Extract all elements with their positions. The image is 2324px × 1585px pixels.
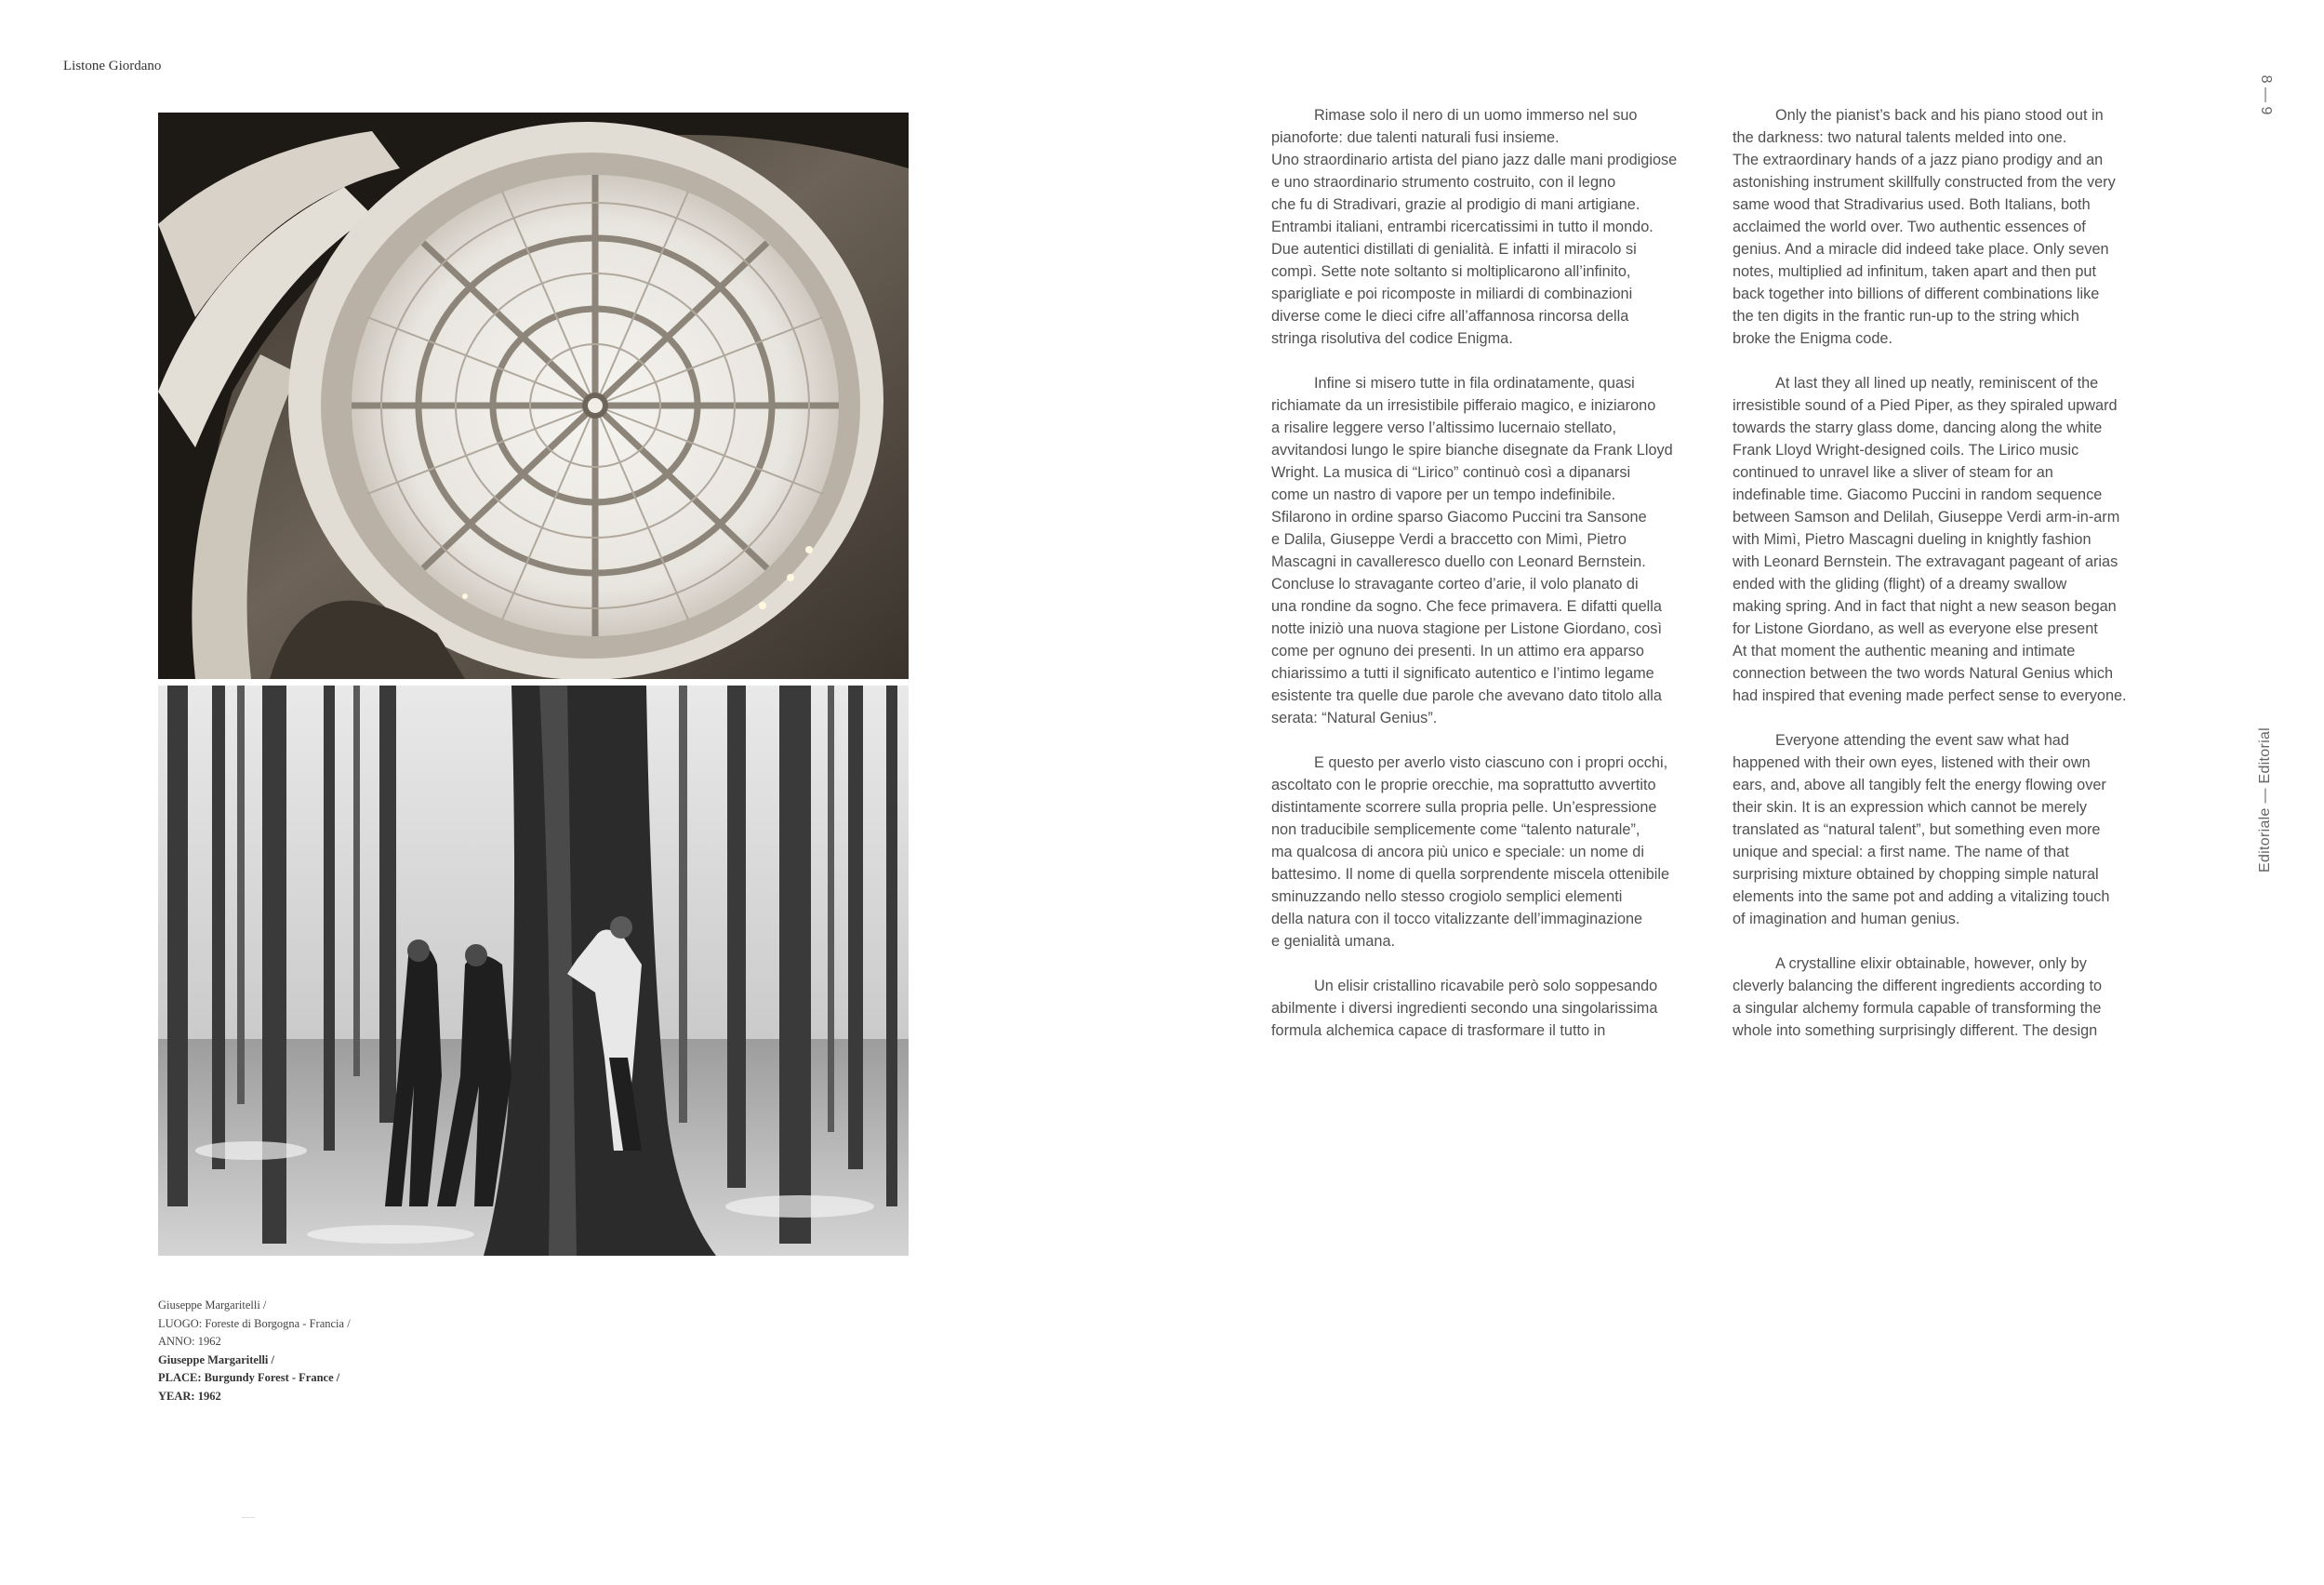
text-line: The extraordinary hands of a jazz piano prodigy and an [1733,152,2104,168]
text-line: compì. Sette note soltanto si moltiplicarono all’infinito, [1271,263,1631,280]
text-line: esistente tra quelle due parole che avevano dato titolo alla [1271,687,1662,704]
text-line: e uno straordinario strumento costruito, con il legno [1271,174,1616,191]
text-line: with Mimì, Pietro Mascagni dueling in knightly fashion [1733,531,2092,548]
photo-caption [158,1297,351,1405]
page-number [2256,67,2275,123]
text-line: formula alchemica capace di trasformare il tutto in [1271,1022,1606,1039]
text-line: serata: “Natural Genius”. [1271,710,1438,726]
footer-dash [242,1517,255,1518]
paragraph [1733,952,2175,1042]
english-text-column [1733,104,2175,1064]
text-line: Only the pianist’s back and his piano stood out in [1775,107,2104,124]
text-line: a singular alchemy formula capable of transforming the [1733,1000,2102,1017]
text-line: acclaimed the world over. Two authentic essences of [1733,219,2086,235]
text-line: notte iniziò una nuova stagione per Listone Giordano, così [1271,620,1662,637]
text-line: making spring. And in fact that night a new season began [1733,598,2117,615]
text-line: had inspired that evening made perfect sense to everyone. [1733,687,2127,704]
text-line: back together into billions of different combinations like [1733,286,2100,302]
paragraph [1271,975,1714,1042]
text-line: ears, and, above all tangibly felt the energy flowing over [1733,777,2106,793]
text-line: una rondine da sogno. Che fece primavera. E difatti quella [1271,598,1662,615]
text-line: astonishing instrument skillfully constructed from the very [1733,174,2116,191]
text-line: happened with their own eyes, listened with their own [1733,754,2091,771]
caption-line: Giuseppe Margaritelli / [158,1352,274,1366]
text-line: sminuzzando nello stesso crogiolo semplici elementi [1271,888,1623,905]
paragraph [1271,752,1714,952]
text-line: cleverly balancing the different ingredients according to [1733,978,2103,994]
text-line: same wood that Stradivarius used. Both Italians, both [1733,196,2091,213]
text-line: come per ognuno dei presenti. In un attimo era apparso [1271,643,1644,659]
text-line: between Samson and Delilah, Giuseppe Verdi arm-in-arm [1733,509,2120,526]
text-line: non traducibile semplicemente come “talento naturale”, [1271,821,1640,838]
text-line: stringa risolutiva del codice Enigma. [1271,330,1513,347]
text-line: richiamate da un irresistibile pifferaio magico, e iniziarono [1271,397,1656,414]
text-line: distintamente scorrere sulla propria pelle. Un’espressione [1271,799,1657,816]
text-line: Frank Lloyd Wright-designed coils. The Lirico music [1733,442,2079,459]
text-line: Infine si misero tutte in fila ordinatamente, quasi [1314,375,1635,392]
text-line: surprising mixture obtained by chopping simple natural [1733,866,2099,883]
text-line: Concluse lo stravagante corteo d’arie, il volo planato di [1271,576,1639,593]
paragraph [1733,104,2175,350]
text-line: the ten digits in the frantic run-up to the string which [1733,308,2079,325]
text-line: whole into something surprisingly different. The design [1733,1022,2098,1039]
text-line: broke the Enigma code. [1733,330,1892,347]
text-line: e genialità umana. [1271,933,1396,950]
text-line: genius. And a miracle did indeed take place. Only seven [1733,241,2109,258]
text-line: e Dalila, Giuseppe Verdi a braccetto con Mimì, Pietro [1271,531,1627,548]
text-line: their skin. It is an expression which cannot be merely [1733,799,2087,816]
text-line: avvitandosi lungo le spire bianche disegnate da Frank Lloyd [1271,442,1673,459]
caption-line: PLACE: Burgundy Forest - France / [158,1371,340,1384]
paragraph [1733,372,2175,707]
page-number-text: 8 — 9 [2258,74,2274,115]
text-line: pianoforte: due talenti naturali fusi insieme. [1271,129,1560,146]
text-line: connection between the two words Natural Genius which [1733,665,2114,682]
text-line: ascoltato con le proprie orecchie, ma soprattutto avvertito [1271,777,1656,793]
text-line: the darkness: two natural talents melded into one. [1733,129,2067,146]
text-line: translated as “natural talent”, but something even more [1733,821,2101,838]
paragraph [1271,372,1714,729]
text-line: indefinable time. Giacomo Puccini in random sequence [1733,486,2103,503]
text-line: ma qualcosa di ancora più unico e speciale: un nome di [1271,844,1644,860]
text-line: Un elisir cristallino ricavabile però solo soppesando [1314,978,1658,994]
text-line: Due autentici distillati di genialità. E infatti il miracolo si [1271,241,1637,258]
text-line: chiarissimo a tutti il significato autentico e l’intimo legame [1271,665,1654,682]
text-line: of imagination and human genius. [1733,911,1960,927]
text-line: with Leonard Bernstein. The extravagant pageant of arias [1733,553,2118,570]
text-line: elements into the same pot and adding a vitalizing touch [1733,888,2110,905]
text-line: ended with the gliding (flight) of a dreamy swallow [1733,576,2067,593]
text-line: sparigliate e poi ricomposte in miliardi di combinazioni [1271,286,1633,302]
text-line: Everyone attending the event saw what had [1775,732,2069,749]
caption-line: YEAR: 1962 [158,1389,221,1403]
text-line: notes, multiplied ad infinitum, taken apart and then put [1733,263,2096,280]
text-line: battesimo. Il nome di quella sorprendente miscela ottenibile [1271,866,1670,883]
text-line: At that moment the authentic meaning and intimate [1733,643,2076,659]
text-line: towards the starry glass dome, dancing along the white [1733,420,2103,436]
text-line: a risalire leggere verso l’altissimo lucernaio stellato, [1271,420,1617,436]
italian-text-column [1271,104,1714,1064]
text-line: che fu di Stradivari, grazie al prodigio di mani artigiane. [1271,196,1640,213]
text-line: Sfilarono in ordine sparso Giacomo Puccini tra Sansone [1271,509,1647,526]
text-line: Entrambi italiani, entrambi ricercatissimi in tutto il mondo. [1271,219,1653,235]
text-line: della natura con il tocco vitalizzante dell’immaginazione [1271,911,1643,927]
brand-header: Listone Giordano [63,59,162,73]
caption-line: ANNO: 1962 [158,1335,221,1348]
text-line: Rimase solo il nero di un uomo immerso nel suo [1314,107,1638,124]
caption-line: LUOGO: Foreste di Borgogna - Francia / [158,1316,351,1330]
text-line: continued to unravel like a sliver of steam for an [1733,464,2053,481]
section-label-text: Editoriale — Editorial [2257,727,2273,872]
paragraph [1271,104,1714,350]
text-line: irresistible sound of a Pied Piper, as they spiraled upward [1733,397,2118,414]
paragraph [1733,729,2175,930]
text-line: At last they all lined up neatly, reminiscent of the [1775,375,2099,392]
text-line: come un nastro di vapore per un tempo indefinibile. [1271,486,1616,503]
text-line: Wright. La musica di “Lirico” continuò così a dipanarsi [1271,464,1631,481]
text-line: unique and special: a first name. The name of that [1733,844,2069,860]
section-label [2256,721,2275,879]
text-line: diverse come le dieci cifre all’affannosa rincorsa della [1271,308,1629,325]
caption-line: Giuseppe Margaritelli / [158,1299,267,1312]
text-line: Uno straordinario artista del piano jazz dalle mani prodigiose [1271,152,1678,168]
forest-photo [158,686,909,1256]
text-line: for Listone Giordano, as well as everyone else present [1733,620,2098,637]
guggenheim-dome-photo [158,113,909,679]
text-line: E questo per averlo visto ciascuno con i propri occhi, [1314,754,1668,771]
text-line: abilmente i diversi ingredienti secondo una singolarissima [1271,1000,1658,1017]
text-line: A crystalline elixir obtainable, however, only by [1775,955,2087,972]
text-line: Mascagni in cavalleresco duello con Leonard Bernstein. [1271,553,1646,570]
